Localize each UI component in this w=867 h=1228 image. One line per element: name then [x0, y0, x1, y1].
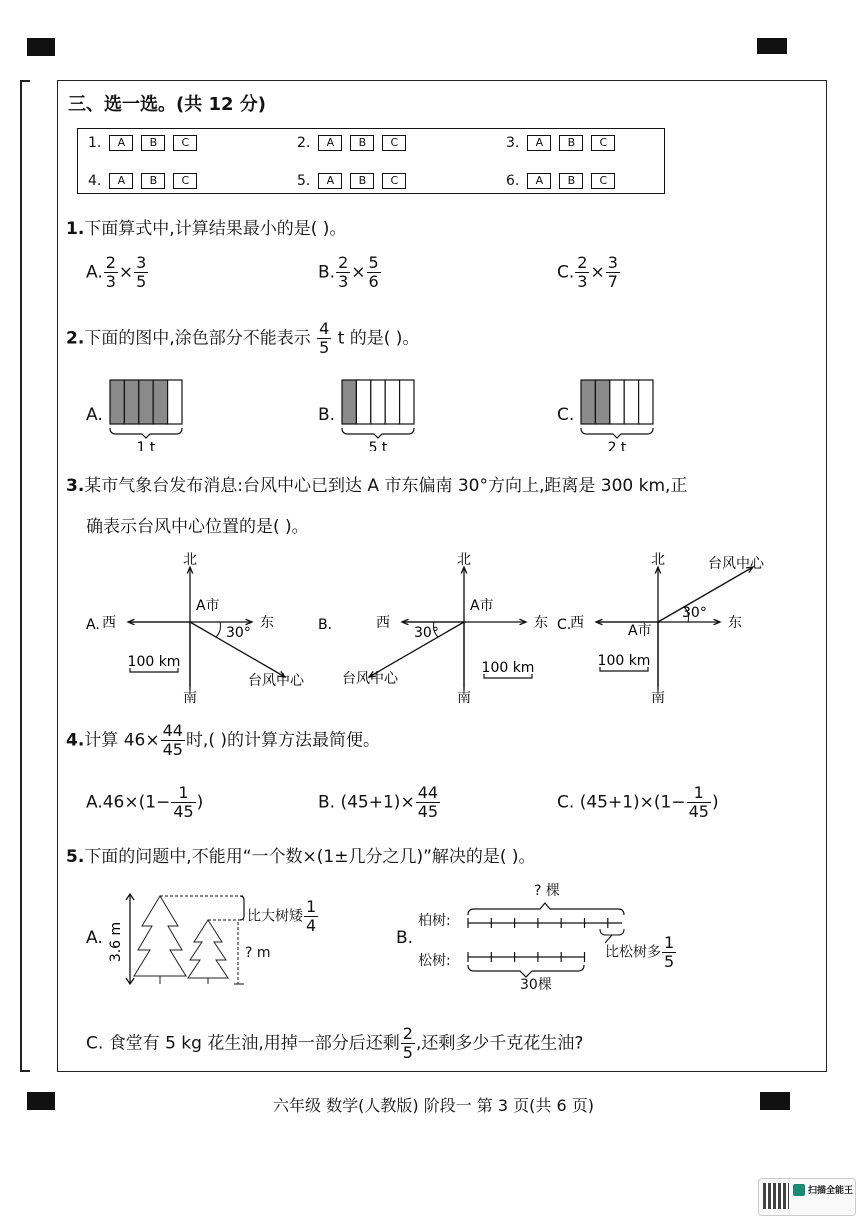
unshaded-part: [639, 380, 653, 424]
fraction-denominator: 45: [417, 802, 439, 821]
answer-choice-box[interactable]: A: [527, 135, 551, 151]
fraction-denominator: 45: [688, 802, 709, 821]
city-label: A市: [196, 598, 220, 614]
shaded-strip-diagram: [577, 376, 667, 451]
question-number: 5.: [66, 847, 85, 867]
q5-option-b-row2: 松树:: [418, 953, 451, 969]
fraction-denominator: 3: [577, 272, 588, 291]
fraction: [367, 254, 381, 291]
fraction: [336, 254, 350, 291]
fraction: [171, 784, 195, 821]
extra-brace: [600, 929, 624, 935]
fraction-denominator: 5: [402, 1043, 413, 1062]
shorter-text: 比大树矮: [247, 908, 303, 925]
q2-option-label: B.: [318, 405, 336, 425]
question-number: 4.: [66, 730, 85, 751]
top-brace: [468, 903, 624, 915]
unshaded-part: [385, 380, 399, 424]
scale-label: 100 km: [127, 654, 181, 670]
answer-item: [297, 135, 406, 151]
answer-choice-box[interactable]: B: [141, 173, 165, 189]
q5-option-b-row1: 柏树:: [418, 913, 451, 929]
answer-choice-box[interactable]: C: [591, 135, 615, 151]
fraction: [317, 320, 331, 357]
q5-option-b-top: ? 棵: [534, 883, 560, 899]
question-3-line2: 确表示台风中心位置的是( )。: [86, 517, 309, 537]
more-text: 比松树多: [605, 944, 661, 961]
north-label: 北: [457, 552, 471, 568]
east-label: 东: [534, 615, 548, 631]
option-label: C.: [557, 792, 575, 813]
option-text: 食堂有 5 kg 花生油,用掉一部分后还剩: [108, 1033, 400, 1054]
unshaded-part: [371, 380, 385, 424]
option-expression: (45+1)×: [340, 792, 415, 813]
operator: ×: [351, 262, 366, 283]
fraction-numerator: 44: [162, 721, 183, 740]
fraction-numerator: 1: [687, 784, 711, 803]
fraction-numerator: 2: [402, 1024, 413, 1043]
fraction-numerator: 5: [368, 253, 379, 272]
answer-choice-box[interactable]: B: [141, 135, 165, 151]
tree-diagram: [108, 880, 338, 990]
answer-item: [88, 135, 197, 151]
angle-label: 30°: [414, 625, 439, 641]
fraction-numerator: 1: [306, 897, 317, 916]
answer-choice-box[interactable]: C: [382, 135, 406, 151]
fraction: [606, 254, 620, 291]
north-label: 北: [183, 552, 197, 568]
operator: ×: [118, 262, 134, 283]
answer-choice-box[interactable]: C: [173, 135, 197, 151]
option-label: B.: [318, 262, 336, 283]
east-label: 东: [260, 615, 274, 631]
answer-number: 5.: [297, 173, 311, 189]
shaded-part: [153, 380, 167, 424]
scanner-badge-text: 扫描全能王: [808, 1186, 854, 1196]
q3-option-c-label: C.: [557, 617, 572, 633]
page-footer: 六年级 数学(人教版) 阶段一 第 3 页(共 6 页): [273, 1096, 594, 1115]
scanner-logo-icon: [793, 1184, 805, 1196]
answer-item: [506, 135, 615, 151]
q5-option-b-label: B.: [396, 928, 414, 948]
south-label: 南: [183, 690, 197, 705]
question-2: [66, 320, 419, 357]
scanner-badge: [758, 1178, 856, 1216]
answer-choice-box[interactable]: B: [350, 135, 374, 151]
answer-item: [297, 173, 406, 189]
shaded-strip-diagram: [338, 376, 428, 451]
fraction-denominator: 5: [664, 952, 675, 971]
option-text-after: ,还剩多少千克花生油?: [415, 1033, 584, 1054]
city-label: A市: [628, 623, 652, 639]
answer-choice-box[interactable]: B: [559, 173, 583, 189]
q5-option-a-label: A.: [86, 928, 103, 948]
q4-option-c: [557, 784, 719, 821]
answer-choice-box[interactable]: C: [382, 173, 406, 189]
shaded-strip-diagram: [106, 376, 196, 451]
south-label: 南: [651, 690, 665, 705]
west-label: 西: [376, 615, 390, 631]
fraction-denominator: 5: [319, 338, 330, 357]
question-text: 下面算式中,计算结果最小的是( )。: [84, 219, 347, 239]
option-expression: (45+1)×(1−: [579, 792, 686, 813]
fraction-numerator: 4: [319, 319, 330, 338]
fraction-numerator: 3: [136, 253, 147, 272]
q1-option: [318, 254, 382, 291]
option-label: C.: [86, 1033, 104, 1054]
unshaded-part: [356, 380, 370, 424]
shaded-part: [581, 380, 595, 424]
corner-mark-top-right: [757, 38, 787, 54]
fraction-numerator: 1: [664, 933, 675, 952]
question-text-after: t 的是( )。: [337, 328, 420, 349]
brace: [581, 428, 653, 438]
answer-item: [88, 173, 197, 189]
typhoon-label: 台风中心: [342, 671, 398, 687]
fraction-numerator: 44: [417, 783, 439, 802]
q3-option-b-label: B.: [318, 617, 333, 633]
question-5: [66, 842, 536, 867]
option-label: B.: [318, 792, 336, 813]
answer-choice-box[interactable]: C: [173, 173, 197, 189]
typhoon-label: 台风中心: [248, 673, 304, 689]
answer-number: 6.: [506, 173, 520, 189]
q2-option-label: A.: [86, 405, 103, 425]
shaded-part: [139, 380, 153, 424]
section-title: 三、选一选。(共 12 分): [68, 94, 267, 115]
brace: [342, 428, 414, 438]
answer-choice-box[interactable]: B: [350, 173, 374, 189]
angle-arc: [216, 622, 221, 637]
small-tree: [188, 920, 228, 984]
answer-number: 1.: [88, 135, 102, 151]
answer-number: 4.: [88, 173, 102, 189]
shaded-part: [110, 380, 124, 424]
q5-option-a-unknown: ? m: [245, 945, 271, 961]
fraction-numerator: 3: [607, 253, 618, 272]
unshaded-part: [400, 380, 414, 424]
fraction-denominator: 3: [338, 272, 349, 291]
answer-choice-box[interactable]: B: [559, 135, 583, 151]
fraction-denominator: 45: [162, 740, 183, 759]
question-3: [66, 471, 816, 496]
option-expression-end: ): [711, 792, 719, 813]
city-label: A市: [470, 598, 494, 614]
question-4: [66, 722, 380, 759]
question-text: 下面的问题中,不能用“一个数×(1±几分之几)”解决的是( )。: [84, 847, 536, 867]
compass-diagrams: [0, 545, 867, 705]
q2-option-label: C.: [557, 405, 575, 425]
q4-option-b: [318, 784, 441, 821]
fraction-denominator: 7: [607, 272, 618, 291]
q1-option: [86, 254, 149, 291]
fraction-denominator: 4: [306, 916, 317, 935]
angle-label: 30°: [226, 625, 251, 641]
strip-caption: 1 t: [136, 440, 156, 451]
east-label: 东: [728, 615, 742, 631]
scale-label: 100 km: [597, 653, 651, 669]
question-number: 1.: [66, 219, 85, 239]
question-text-line1: 某市气象台发布消息:台风中心已到达 A 市东偏南 30°方向上,距离是 300 km,正: [84, 476, 688, 496]
shaded-part: [595, 380, 609, 424]
fraction-denominator: 45: [173, 802, 194, 821]
corner-mark-top-left: [27, 38, 55, 56]
west-label: 西: [570, 615, 584, 631]
q1-option: [557, 254, 621, 291]
fraction: [416, 784, 440, 821]
unshaded-part: [624, 380, 638, 424]
question-1: [66, 214, 346, 239]
question-number: 3.: [66, 476, 85, 496]
q5-option-b-bottom: 30棵: [520, 977, 552, 993]
south-label: 南: [457, 690, 471, 705]
option-label: A.: [86, 792, 103, 813]
brace: [110, 428, 182, 438]
qr-code-icon: [763, 1183, 789, 1209]
height-label: 3.6 m: [108, 921, 124, 963]
fraction: [104, 254, 118, 291]
shaded-part: [342, 380, 356, 424]
fraction: [401, 1025, 415, 1062]
shaded-part: [124, 380, 138, 424]
question-number: 2.: [66, 328, 85, 349]
answer-number: 2.: [297, 135, 311, 151]
fraction-denominator: 3: [105, 272, 116, 291]
fraction-denominator: 5: [136, 272, 147, 291]
fraction: [304, 898, 318, 935]
answer-choice-box[interactable]: A: [318, 135, 342, 151]
fraction: [687, 784, 711, 821]
extra-pointer: [605, 935, 612, 943]
fraction-denominator: 6: [368, 272, 379, 291]
answer-choice-box[interactable]: A: [318, 173, 342, 189]
operator: ×: [590, 262, 605, 283]
option-label: A.: [86, 262, 103, 283]
answer-choice-box[interactable]: A: [109, 135, 133, 151]
fraction: [134, 254, 148, 291]
scale-label: 100 km: [481, 660, 535, 676]
question-text-after: 时,( )的计算方法最简便。: [185, 730, 381, 751]
answer-choice-box[interactable]: C: [591, 173, 615, 189]
north-label: 北: [651, 552, 665, 568]
answer-choice-box[interactable]: A: [109, 173, 133, 189]
unshaded-part: [610, 380, 624, 424]
typhoon-label: 台风中心: [708, 556, 764, 572]
fraction: [662, 934, 676, 971]
west-label: 西: [102, 615, 116, 631]
option-label: C.: [557, 262, 575, 283]
unshaded-part: [168, 380, 182, 424]
answer-number: 3.: [506, 135, 520, 151]
option-expression-end: ): [196, 792, 204, 813]
segment-diagram: [460, 895, 660, 985]
big-tree: [134, 896, 186, 984]
q5-option-c: [86, 1025, 583, 1062]
fraction-numerator: 1: [171, 784, 195, 803]
fraction: [575, 254, 589, 291]
q5-option-a-shorter: [247, 898, 319, 935]
fraction-numerator: 2: [338, 253, 349, 272]
fraction: [161, 722, 185, 759]
question-text: 计算 46×: [84, 730, 160, 751]
strip-caption: 2 t: [607, 440, 627, 451]
answer-choice-box[interactable]: A: [527, 173, 551, 189]
q4-option-a: [86, 784, 203, 821]
fraction-numerator: 2: [577, 253, 588, 272]
bottom-brace: [468, 965, 584, 977]
question-text: 下面的图中,涂色部分不能表示: [84, 328, 311, 349]
angle-label: 30°: [682, 605, 707, 621]
fraction-numerator: 2: [105, 253, 116, 272]
option-expression: 46×(1−: [102, 792, 171, 813]
q3-option-a-label: A.: [86, 617, 100, 633]
answer-item: [506, 173, 615, 189]
strip-caption: 5 t: [368, 440, 388, 451]
